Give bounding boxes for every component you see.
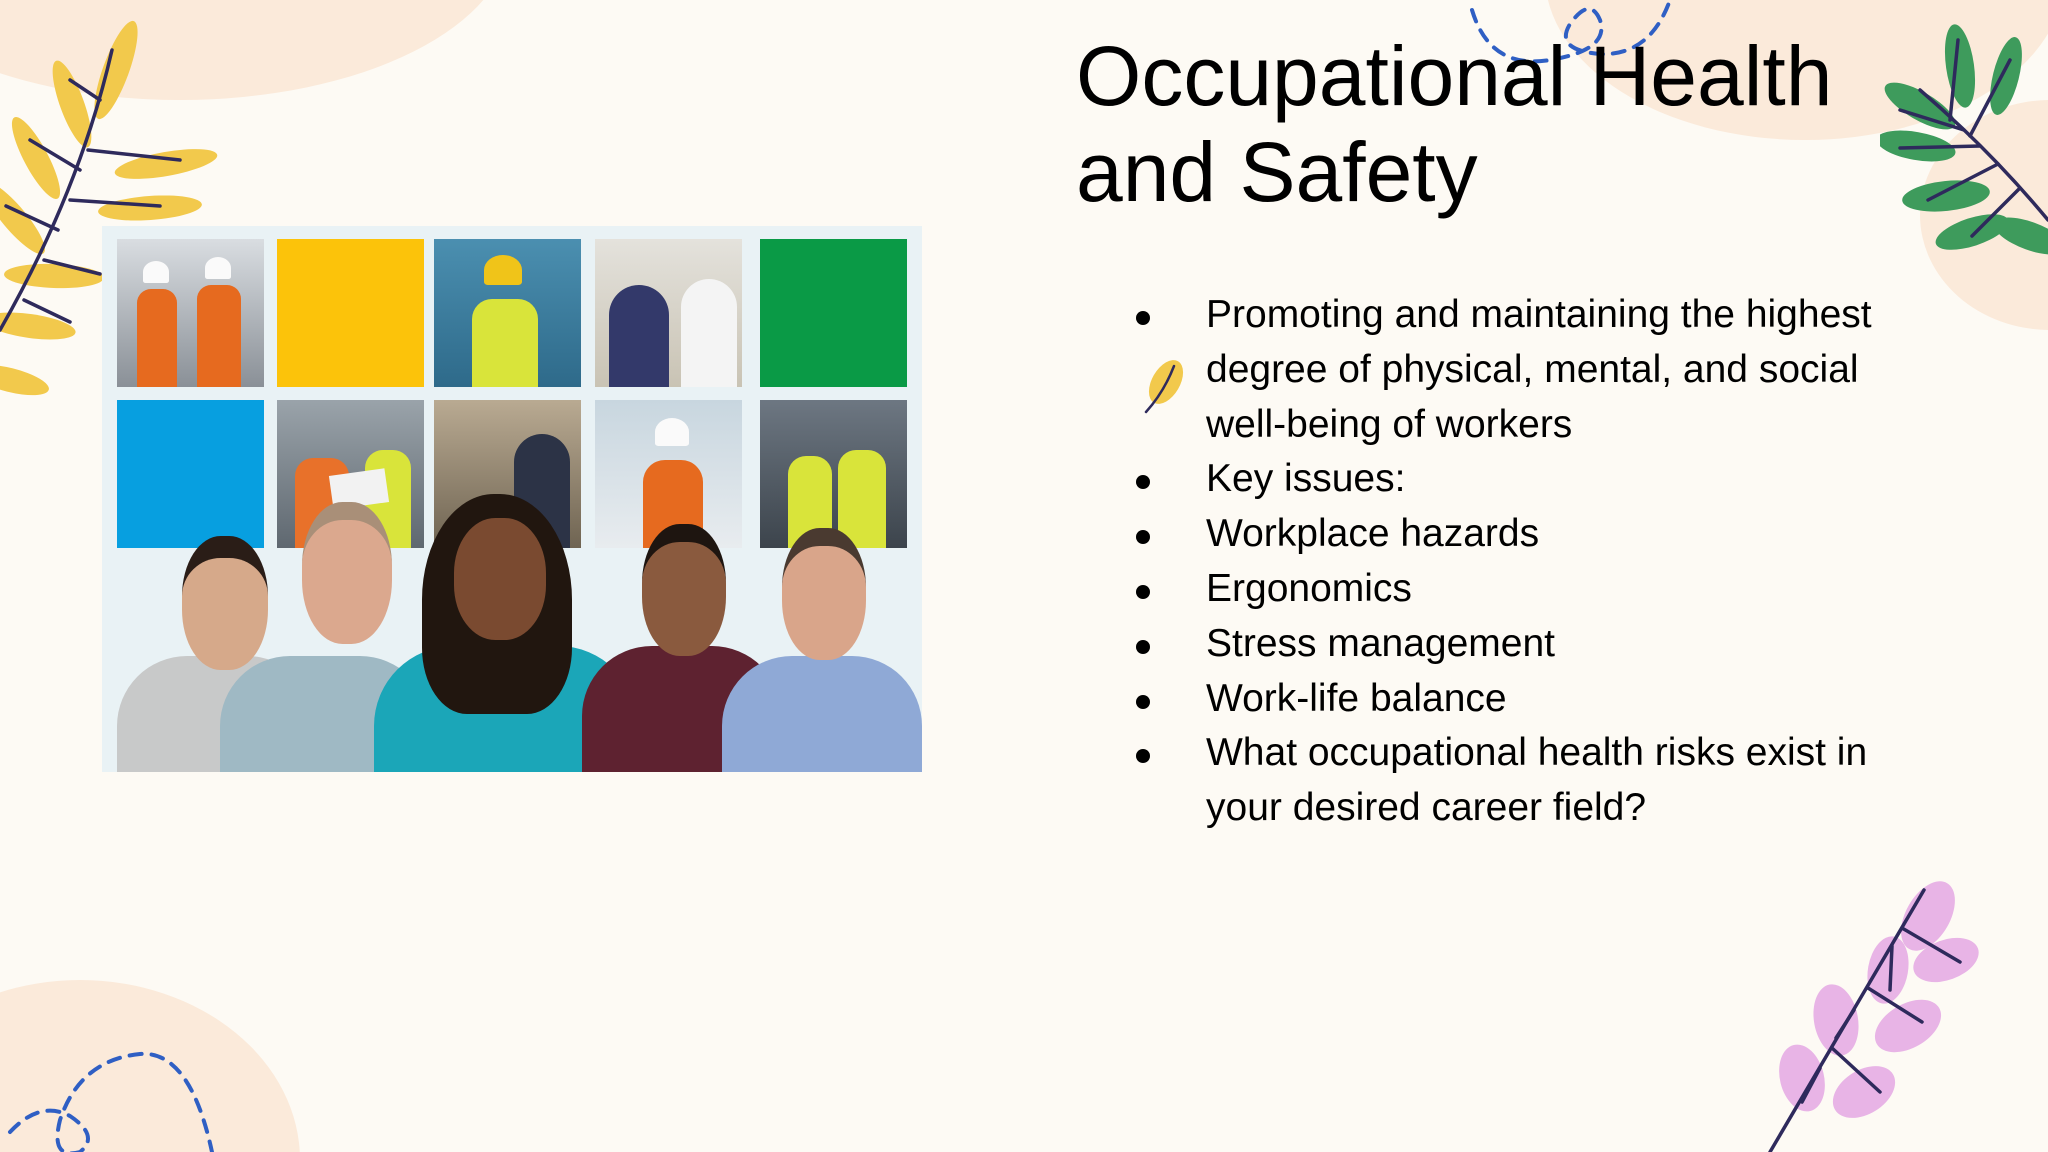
bullet-text: What occupational health risks exist in your desired career field? (1206, 731, 1868, 830)
workers-collage-image (102, 226, 922, 772)
bullet-text: Key issues: (1206, 457, 1406, 501)
slide-title: Occupational Health and Safety (1076, 29, 1833, 219)
person-head (302, 502, 392, 644)
hard-hat (655, 418, 689, 446)
dashed-squiggle-bottom-icon (0, 1020, 240, 1152)
photo-tile (117, 239, 264, 387)
bullet-text: Promoting and maintaining the highest degree of physical, mental, and social well-being of workers (1206, 293, 1872, 446)
yellow-tile (277, 239, 424, 387)
bullet-item (1130, 672, 1930, 727)
person-head (454, 518, 546, 640)
bullet-text: Workplace hazards (1206, 512, 1540, 556)
bullet-text: Ergonomics (1206, 566, 1412, 610)
bullet-item (1130, 507, 1930, 562)
green-tile (760, 239, 907, 387)
person-body (722, 656, 922, 772)
bullet-item (1130, 288, 1930, 452)
bullet-list (1130, 288, 1930, 836)
green-leaf-branch-icon (1880, 20, 2048, 290)
bullet-item (1130, 452, 1930, 507)
photo-tile (760, 400, 907, 548)
person-head (182, 536, 268, 670)
bullet-dot-icon (1136, 749, 1150, 763)
hard-hat (205, 257, 231, 279)
bullet-dot-icon (1136, 640, 1150, 654)
hard-hat (484, 255, 522, 285)
person-figure (681, 279, 737, 387)
bullet-item (1130, 726, 1930, 836)
bullet-item (1130, 562, 1930, 617)
photo-tile (595, 239, 742, 387)
worker-figure (838, 450, 886, 548)
photo-tile (434, 239, 581, 387)
person-head (782, 528, 866, 660)
bullet-dot-icon (1136, 530, 1150, 544)
bullet-text: Stress management (1206, 621, 1556, 665)
person-head (642, 524, 726, 656)
bullet-item (1130, 617, 1930, 672)
worker-figure (472, 299, 538, 387)
pink-leaf-branch-icon (1740, 870, 1980, 1152)
hard-hat (143, 261, 169, 283)
worker-figure (137, 289, 177, 387)
bullet-dot-icon (1136, 585, 1150, 599)
bullet-text: Work-life balance (1206, 676, 1507, 720)
bullet-dot-icon (1136, 695, 1150, 709)
bullet-dot-icon (1136, 475, 1150, 489)
blue-tile (117, 400, 264, 548)
worker-figure (197, 285, 241, 387)
bullet-dot-icon (1136, 311, 1150, 325)
person-figure (609, 285, 669, 387)
